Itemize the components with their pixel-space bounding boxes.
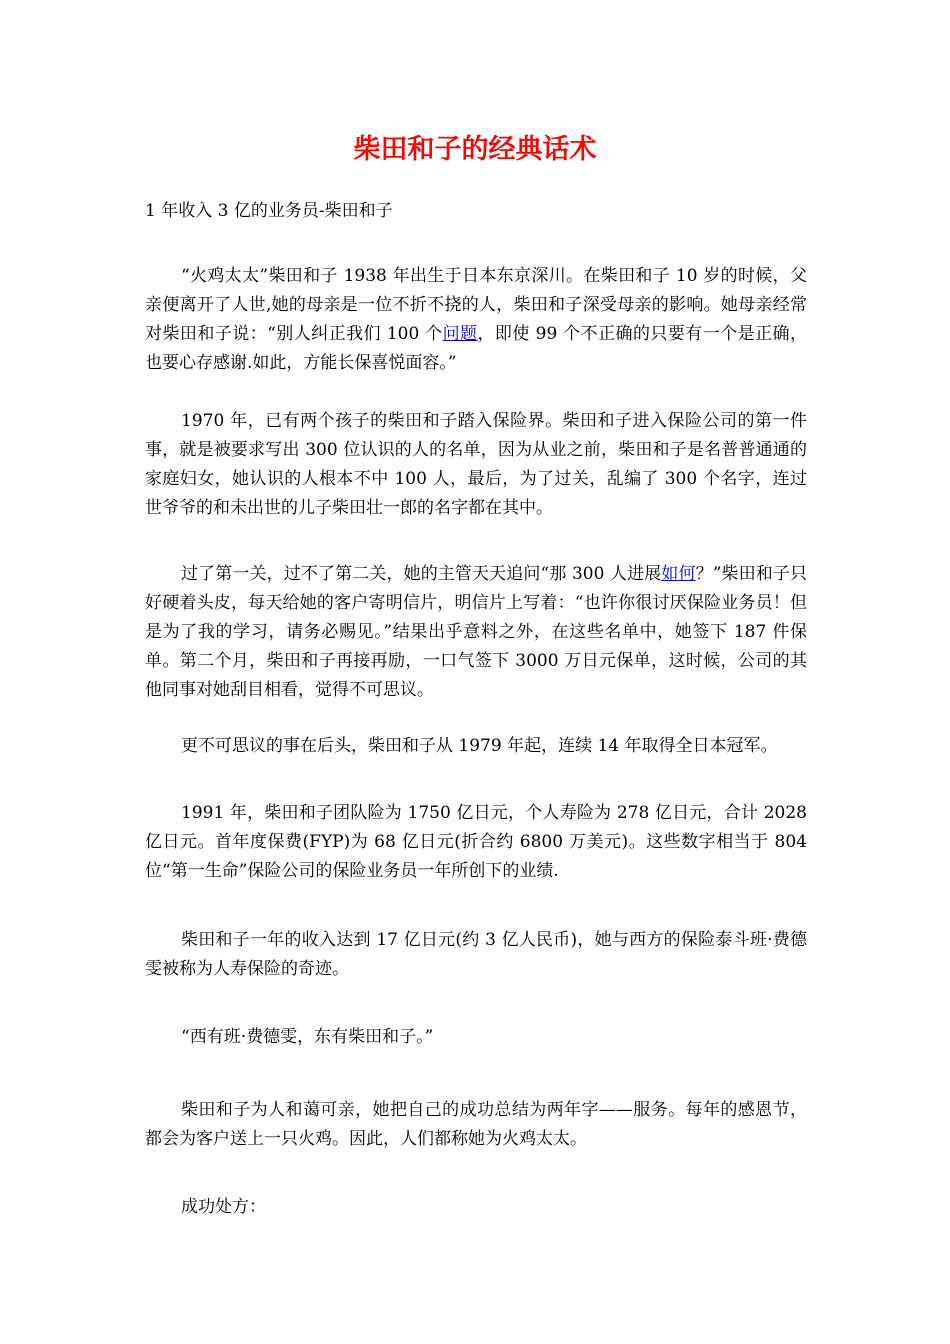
paragraph-text: 过了第一关，过不了第二关，她的主管天天追问“那 300 人进展: [181, 564, 662, 584]
document-title: 柴田和子的经典话术: [353, 134, 597, 165]
paragraph-success-recipe: 成功处方：: [181, 1197, 266, 1217]
paragraph-champion: 更不可思议的事在后头，柴田和子从 1979 年起，连续 14 年取得全日本冠军。: [181, 736, 778, 756]
link-wenti[interactable]: 问题: [442, 324, 478, 344]
paragraph-1991-results: 1991 年，柴田和子团队险为 1750 亿日元，个人寿险为 278 亿日元，合计 2028 亿日元。首年度保费(FYP)为 68 亿日元(折合约 6800 万美元)。这些数字相当于 804 位“第一生命”保险公司的保险业务员一年所创下的业绩.: [145, 803, 807, 881]
paragraph-text: ？”柴田和子只好硬着头皮，每天给她的客户寄明信片，明信片上写着：“也许你很讨厌保险业务员！但是为了我的学习，请务必赐见。”结果出乎意料之外，在这些名单中，她签下 187 件保单。第二个月，柴田和子再接再励，一口气签下 3000 万日元保单，这时候，公司的其他同事对她刮目相看，觉得不可思议。: [145, 564, 807, 700]
link-ruhe[interactable]: 如何: [661, 564, 696, 584]
document-subtitle: 1 年收入 3 亿的业务员-柴田和子: [145, 201, 393, 221]
paragraph-text: “火鸡太太”柴田和子 1938 年出生于日本东京深川。在柴田和子 10 岁的时候，父亲便离开了人世,她的母亲是一位不折不挠的人，柴田和子深受母亲的影响。她母亲经常对柴田和子说：“别人纠正我们 100 个: [145, 266, 807, 344]
paragraph-text: ，即使 99 个不正确的只要有一个是正确，也要心存感谢.如此，方能长保喜悦面容。”: [145, 324, 807, 373]
paragraph-income: 柴田和子一年的收入达到 17 亿日元(约 3 亿人民币)，她与西方的保险泰斗班·费德雯被称为人寿保险的奇迹。: [145, 930, 807, 979]
paragraph-birth: [145, 262, 807, 378]
paragraph-service: 柴田和子为人和蔼可亲，她把自己的成功总结为两年字——服务。每年的感恩节，都会为客户送上一只火鸡。因此，人们都称她为火鸡太太。: [145, 1100, 807, 1149]
paragraph-career-start: 1970 年，已有两个孩子的柴田和子踏入保险界。柴田和子进入保险公司的第一件事，就是被要求写出 300 位认识的人的名单，因为从业之前，柴田和子是名普普通通的家庭妇女，她认识的人根本不中 100 人，最后，为了过关，乱编了 300 个名字，连过世爷爷的和未出世的儿子柴田壮一郎的名字都在其中。: [145, 411, 807, 518]
paragraph-postcards: [145, 560, 807, 705]
paragraph-quote: “西有班·费德雯，东有柴田和子。”: [181, 1027, 434, 1047]
